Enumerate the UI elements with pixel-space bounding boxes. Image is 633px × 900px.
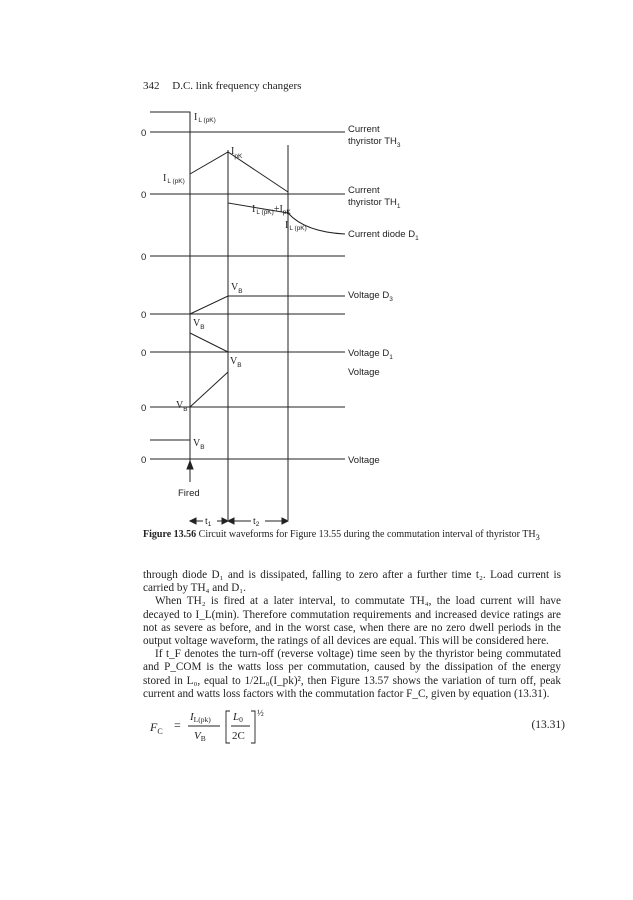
trace-current-th1 [150,152,288,194]
body-text [143,569,561,701]
zero-label: 0 [141,403,147,414]
annotation-vb-d3: $V_B$ [231,282,243,295]
annotation-il-pk-top: $I_{L (pK)}$ [194,112,216,124]
eq-denominator: VB [194,730,206,743]
caption-text: Circuit waveforms for Figure 13.55 during the commutation interval of thyristor TH [198,529,536,540]
baseline-2 [141,190,345,201]
paragraph-1: through diode D₁ and is dissipated, falling to zero after a further time t₂. Load current is carried by TH₄ and D₁. [143,569,561,595]
trace-label-current-th3-line2: thyristor $TH_3$ [348,136,401,149]
trace-label-current-d1: Current diode $D_1$ [348,229,419,242]
baseline-4 [141,310,345,321]
paragraph-2: When TH₂ is fired at a later interval, to commutate TH₄, the load current will have decayed to I_L(min). Therefore commutation requirements and increased device ratings are not as severe as before, and in the worst case, when there are no zero dwell periods in the output voltage waveform, the ratings of all devices are equal. This will be considered here. [143,595,561,648]
figure-caption [143,528,563,544]
equation-formula [150,708,450,748]
zero-label: 0 [141,128,147,139]
eq-right-bracket [251,711,255,743]
t2-left-arrowhead [228,518,234,524]
equation-13-31 [150,708,565,748]
annotation-vb-6-neg: $V_B$ [176,400,188,413]
trace-label-voltage-d3: Voltage $D_3$ [348,290,393,303]
zero-label: 0 [141,252,147,263]
trace-label-current-th3-line1: Current [348,124,380,135]
eq-equals: = [174,718,181,732]
trace-voltage-d1 [190,333,228,352]
baseline-5 [141,348,345,359]
t2-label: $t_2$ [253,516,260,528]
eq-inner-denominator: 2C [232,730,245,742]
baseline-6 [141,403,345,414]
annotation-il-pk-d1: $I_{L (pK)}$ [285,220,307,232]
eq-exponent: ½ [257,708,264,718]
annotation-vb-7: $V_B$ [193,438,205,451]
eq-left-bracket [226,711,230,743]
page-number: 342 [143,80,160,92]
baseline-7 [141,455,345,466]
baseline-3 [141,252,345,263]
trace-voltage-6 [190,372,228,407]
eq-numerator: IL(pk) [190,711,211,724]
eq-inner-numerator: L0 [233,711,243,724]
trace-label-current-th1-line1: Current [348,185,380,196]
t1-label: $t_1$ [205,516,212,528]
trace-label-voltage-7: Voltage [348,455,380,466]
annotation-vb-d1: $V_B$ [193,318,205,331]
zero-label: 0 [141,455,147,466]
caption-text-sub: 3 [535,533,540,542]
trace-label-voltage-6: Voltage [348,367,380,378]
paragraph-3: If t_F denotes the turn-off (reverse voltage) time seen by the thyristor being commutated and P_COM is the watts loss per commutation, caused by the dissipation of the energy stored in L₀, equal to 1/2L₀(I_pk)², then Figure 13.57 shows the variation of turn off, peak current and watts loss factors with the commutation factor F_C, given by equation (13.31). [143,648,561,700]
fired-label: Fired [178,488,200,499]
figure-number: Figure 13.56 [143,529,197,540]
equation-number: (13.31) [531,719,565,731]
trace-current-th3 [150,112,190,132]
trace-label-voltage-d1: Voltage $D_1$ [348,348,393,361]
baseline-1 [141,128,345,139]
annotation-il-pk-th1: $I_{L (pK)}$ [163,173,185,185]
t2-right-arrowhead [282,518,288,524]
trace-voltage-7 [150,440,190,459]
fired-arrowhead [187,461,193,469]
t1-left-arrowhead [190,518,196,524]
annotation-il-pk-plus-ipk: $I_{L (pK)}+I_{pK}$ [252,204,291,216]
trace-voltage-d3 [190,296,345,314]
zero-label: 0 [141,348,147,359]
zero-label: 0 [141,190,147,201]
annotation-vb-6: $V_B$ [230,356,242,369]
running-title: D.C. link frequency changers [172,80,302,92]
annotation-ipk: $I_{pK}$ [231,146,243,160]
eq-lhs: $F_C$ [150,720,163,736]
zero-label: 0 [141,310,147,321]
trace-label-current-th1-line2: thyristor $TH_1$ [348,197,401,210]
